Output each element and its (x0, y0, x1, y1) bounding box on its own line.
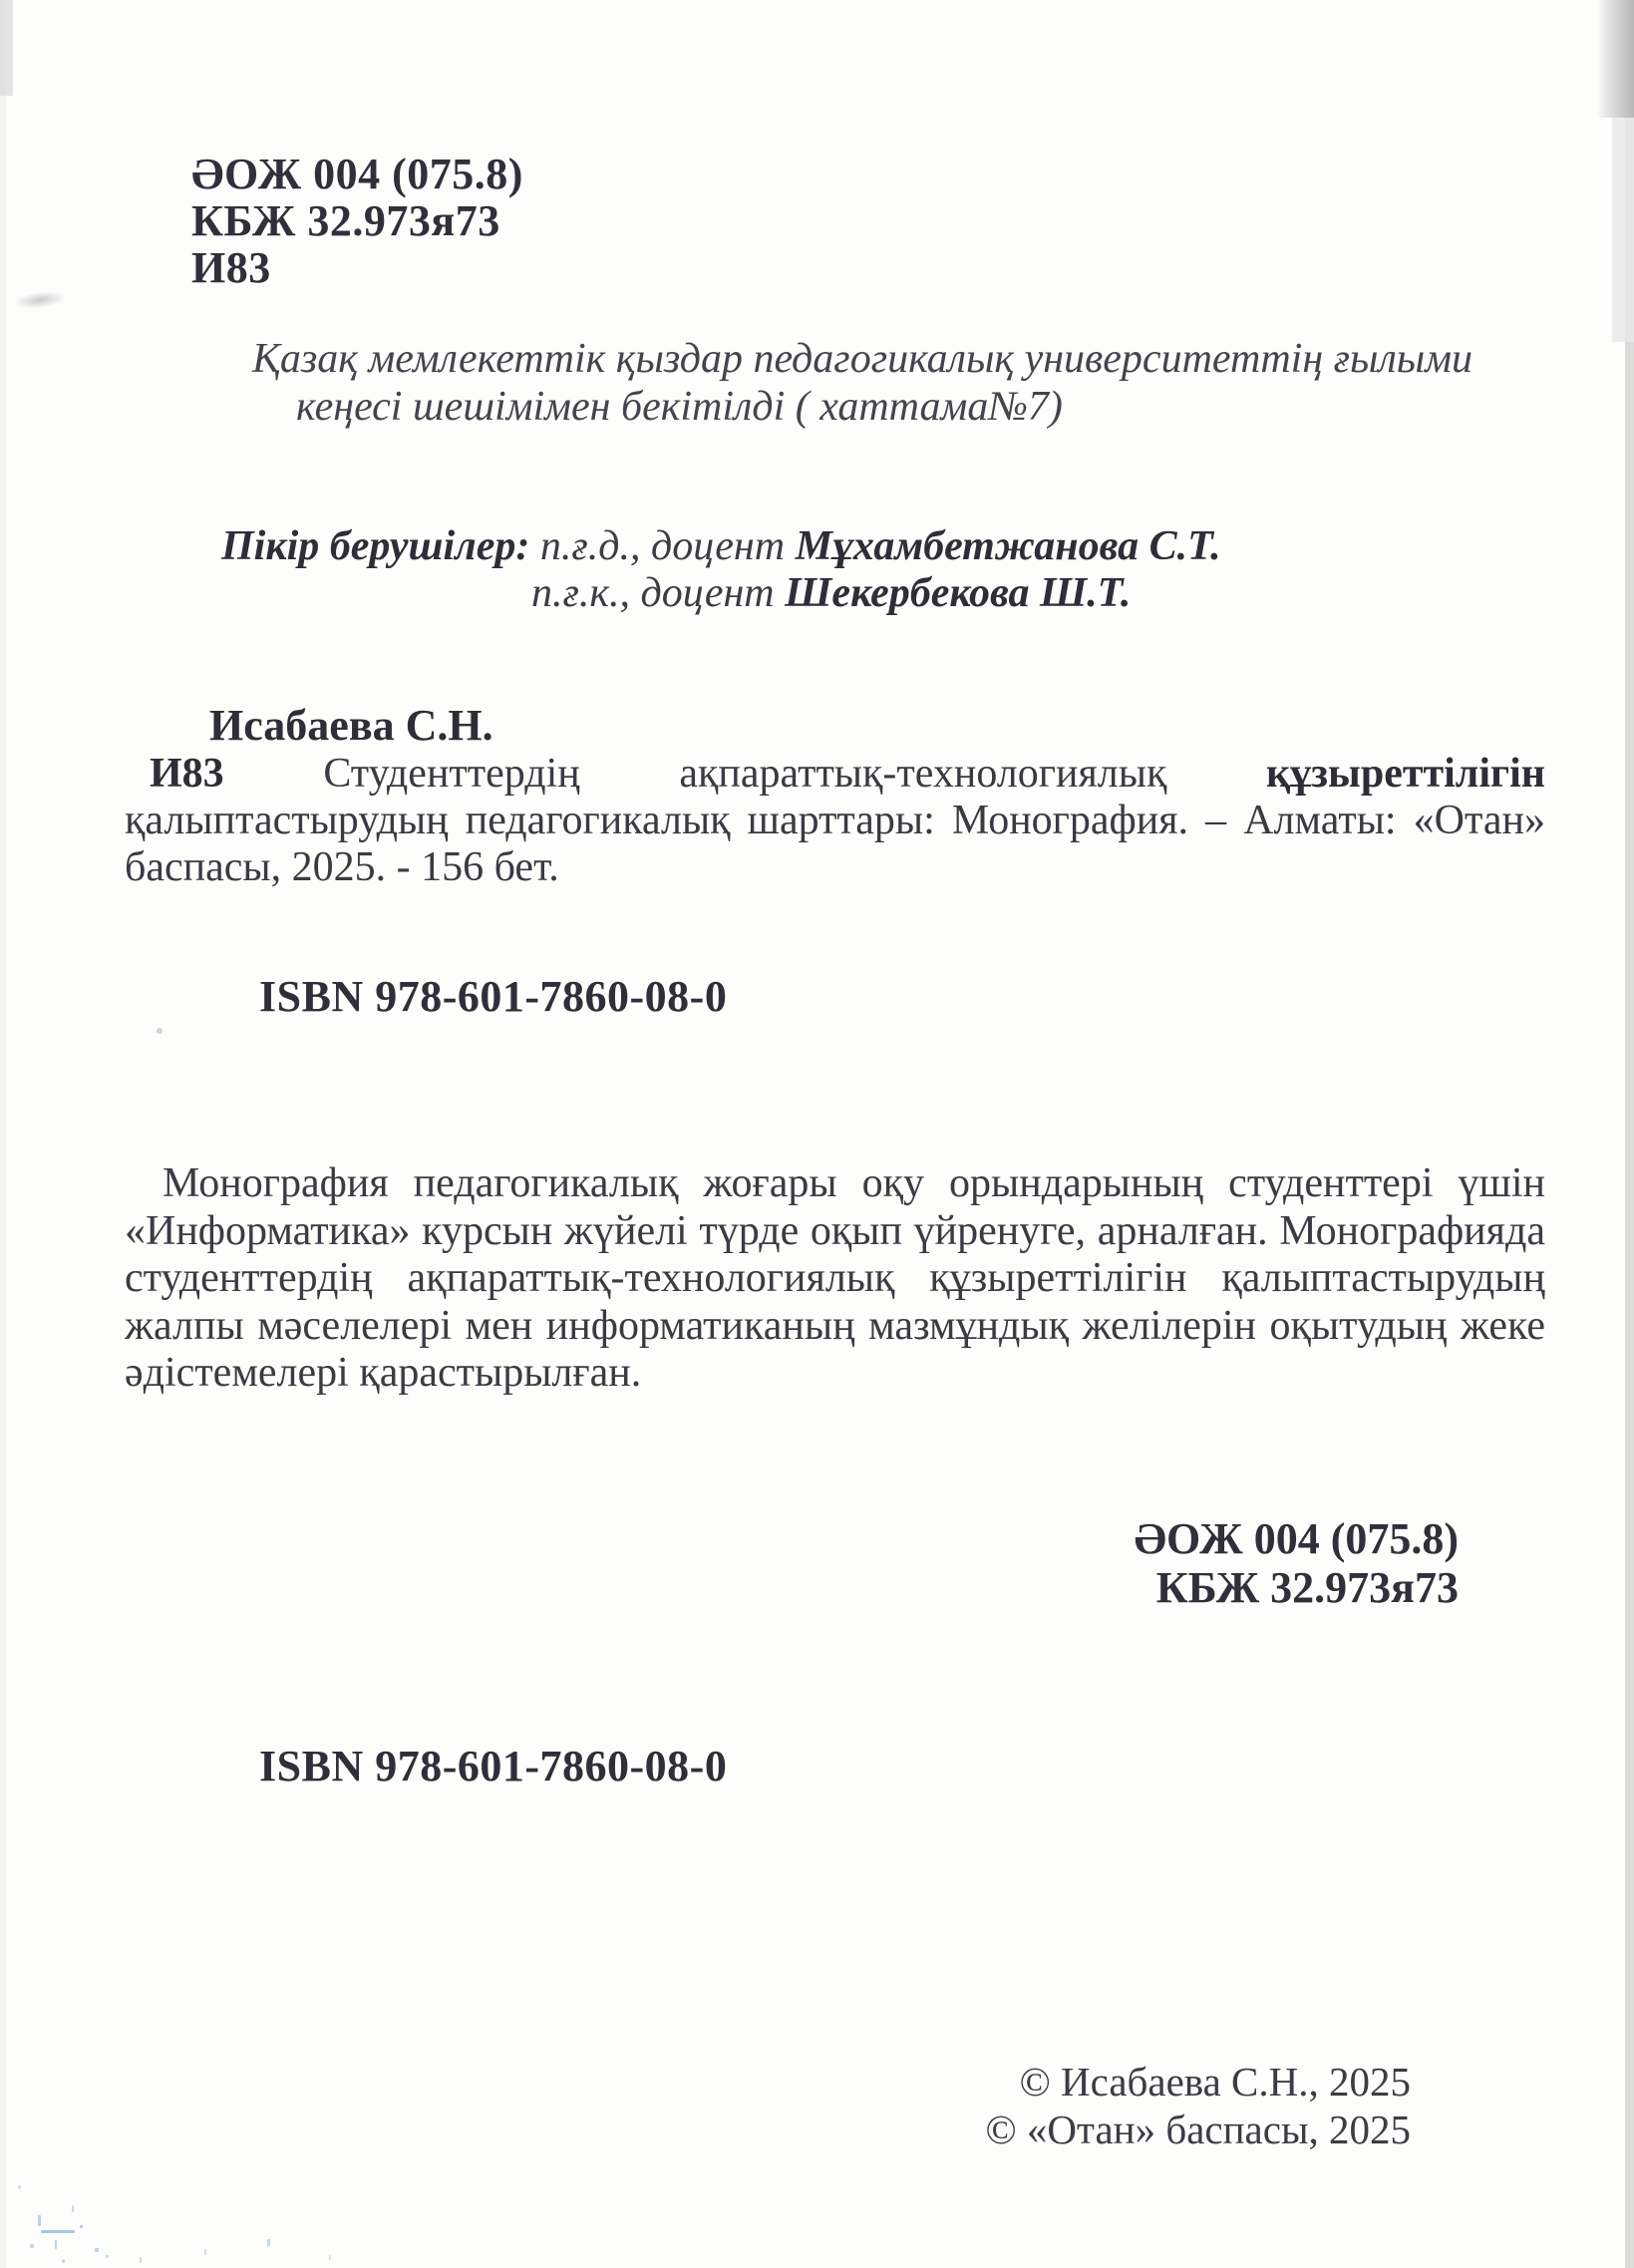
annotation-line-5: әдістемелері қарастырылған. (125, 1350, 642, 1396)
reviewer-2-name: Шекербекова Ш.Т. (785, 570, 1132, 616)
ink-speck (38, 2215, 41, 2226)
stray-dot-artifact (157, 1028, 163, 1034)
ink-speck (204, 2249, 206, 2255)
approval-line-1: Қазақ мемлекеттік қыздар педагогикалық университеттің ғылыми (252, 336, 1473, 382)
udc-code-top: ӘОЖ 004 (075.8) (191, 150, 523, 198)
bbk-code-top: КБЖ 32.973я73 (191, 196, 500, 245)
catalog-card-entry (125, 751, 1545, 891)
ink-speck (30, 2244, 34, 2248)
udc-code-bottom: ӘОЖ 004 (075.8) (1134, 1514, 1459, 1563)
annotation-line-3: студенттердің ақпараттық-технологиялық құзыреттілігін қалыптастырудың (125, 1255, 1545, 1301)
copyright-publisher-line: © «Отан» баспасы, 2025 (985, 2106, 1411, 2152)
pencil-smudge-artifact (13, 289, 67, 311)
copyright-block (986, 2058, 1411, 2153)
annotation-line-1: Монография педагогикалық жоғары оқу орындарының студенттері үшін (163, 1160, 1545, 1206)
ink-speck (18, 2185, 21, 2189)
approval-line-2: кеңесі шешімімен бекітілді ( хаттама№7) (296, 384, 1063, 430)
author-mark-top: И83 (191, 243, 271, 292)
card-title-word-1: Студенттердің (323, 751, 580, 797)
ink-speck (62, 2259, 65, 2263)
reviewer-1-degree: п.ғ.д., доцент (539, 523, 786, 569)
ink-speck (95, 2248, 99, 2252)
scan-left-edge (0, 0, 6, 2268)
reviewers-line-1 (221, 522, 1221, 570)
ink-speck (267, 2239, 270, 2246)
ink-speck (72, 2205, 74, 2212)
classification-top-block (191, 151, 523, 291)
annotation-line-2: «Информатика» курсын жүйелі түрде оқып үйренуге, арналған. Монографияда (125, 1207, 1545, 1254)
card-title-line-3: баспасы, 2025. - 156 бет. (125, 844, 559, 890)
ink-speck (329, 2255, 331, 2260)
isbn-bottom: ISBN 978-601-7860-08-0 (259, 1742, 728, 1790)
ink-speck (106, 2255, 109, 2258)
reviewers-line-2 (531, 569, 1131, 617)
copyright-author-line: © Исабаева С.Н., 2025 (1019, 2059, 1411, 2105)
scan-right-mid-shadow (1612, 118, 1634, 342)
reviewer-2-degree: п.ғ.к., доцент (531, 570, 775, 616)
card-title-word-2: ақпараттық-технологиялық (679, 751, 1167, 797)
scan-right-top-shadow (1596, 0, 1634, 118)
card-title-line-1 (150, 751, 1545, 798)
reviewers-label: Пікір берушілер: (221, 523, 530, 569)
scan-left-top-edge (0, 0, 13, 96)
annotation-paragraph (125, 1160, 1545, 1398)
card-title-line-2: қалыптастырудың педагогикалық шарттары: Монография. – Алматы: «Отан» (125, 798, 1545, 843)
card-title-word-3: құзыреттілігін (1265, 751, 1545, 797)
ink-speck (80, 2225, 83, 2228)
classification-bottom-block (1135, 1514, 1459, 1612)
card-author-mark: И83 (150, 751, 224, 797)
ink-speck (140, 2257, 142, 2263)
ink-speck (55, 2240, 57, 2249)
ink-speck (41, 2230, 75, 2233)
card-author: Исабаева С.Н. (209, 701, 493, 750)
bbk-code-bottom: КБЖ 32.973я73 (1155, 1563, 1459, 1612)
isbn-top: ISBN 978-601-7860-08-0 (259, 972, 728, 1021)
annotation-line-4: жалпы мәселелері мен информатиканың мазмұндық желілерін оқытудың жеке (125, 1302, 1545, 1349)
reviewer-1-name: Мұхамбетжанова С.Т. (795, 523, 1221, 569)
